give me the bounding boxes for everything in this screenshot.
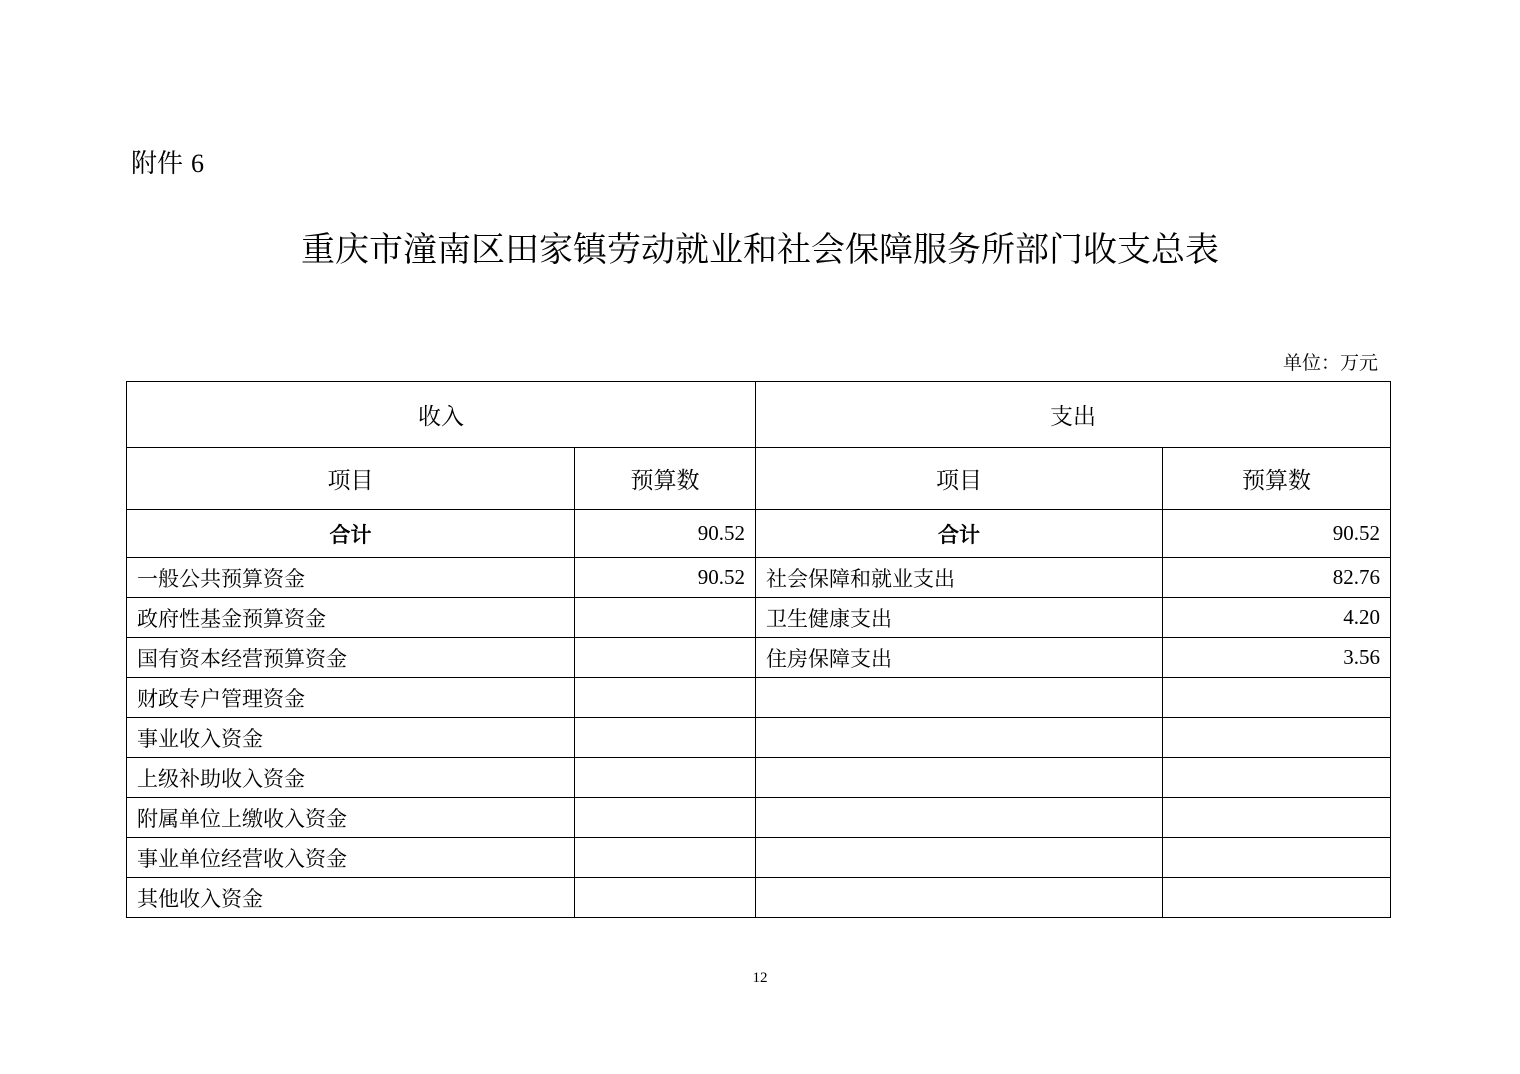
table-row — [127, 798, 1391, 838]
expense-amount-cell — [1163, 758, 1391, 798]
income-amount-cell — [575, 598, 756, 638]
document-title: 重庆市潼南区田家镇劳动就业和社会保障服务所部门收支总表 — [301, 230, 1219, 270]
section-header-row — [127, 382, 1391, 448]
expense-amount-cell: 82.76 — [1163, 558, 1391, 598]
income-amount-cell — [575, 838, 756, 878]
income-total-amount: 90.52 — [575, 510, 756, 558]
income-expense-table — [126, 381, 1391, 918]
table-row — [127, 638, 1391, 678]
expense-total-label: 合计 — [756, 510, 1163, 558]
expense-amount-cell: 4.20 — [1163, 598, 1391, 638]
page-number: 12 — [752, 970, 768, 986]
expense-amount-cell — [1163, 878, 1391, 918]
attachment-text: 附件 — [131, 149, 184, 179]
income-item-cell: 事业单位经营收入资金 — [127, 838, 575, 878]
expense-item-cell — [756, 678, 1163, 718]
expense-item-header: 项目 — [756, 448, 1163, 510]
income-amount-cell — [575, 878, 756, 918]
income-item-cell: 一般公共预算资金 — [127, 558, 575, 598]
income-amount-cell — [575, 638, 756, 678]
table-row — [127, 758, 1391, 798]
expense-section-header: 支出 — [756, 382, 1391, 448]
table-row — [127, 838, 1391, 878]
expense-item-cell: 住房保障支出 — [756, 638, 1163, 678]
total-row — [127, 510, 1391, 558]
expense-item-cell — [756, 798, 1163, 838]
unit-label: 单位：万元 — [1282, 352, 1378, 374]
expense-item-cell — [756, 838, 1163, 878]
table-row — [127, 678, 1391, 718]
income-item-cell: 财政专户管理资金 — [127, 678, 575, 718]
expense-amount-cell — [1163, 678, 1391, 718]
income-item-cell: 上级补助收入资金 — [127, 758, 575, 798]
income-amount-cell — [575, 678, 756, 718]
income-total-label: 合计 — [127, 510, 575, 558]
income-amount-cell — [575, 718, 756, 758]
expense-amount-cell — [1163, 718, 1391, 758]
attachment-number: 6 — [191, 149, 205, 178]
attachment-label — [131, 146, 204, 182]
income-item-cell: 其他收入资金 — [127, 878, 575, 918]
expense-item-cell: 卫生健康支出 — [756, 598, 1163, 638]
income-item-cell: 事业收入资金 — [127, 718, 575, 758]
table-row — [127, 598, 1391, 638]
income-item-cell: 国有资本经营预算资金 — [127, 638, 575, 678]
expense-amount-header: 预算数 — [1163, 448, 1391, 510]
column-header-row — [127, 448, 1391, 510]
expense-item-cell — [756, 758, 1163, 798]
income-amount-cell: 90.52 — [575, 558, 756, 598]
expense-amount-cell — [1163, 838, 1391, 878]
income-amount-cell — [575, 758, 756, 798]
expense-amount-cell: 3.56 — [1163, 638, 1391, 678]
expense-amount-cell — [1163, 798, 1391, 838]
income-item-cell: 政府性基金预算资金 — [127, 598, 575, 638]
expense-item-cell — [756, 718, 1163, 758]
income-amount-header: 预算数 — [575, 448, 756, 510]
income-section-header: 收入 — [127, 382, 756, 448]
income-item-header: 项目 — [127, 448, 575, 510]
income-item-cell: 附属单位上缴收入资金 — [127, 798, 575, 838]
expense-total-amount: 90.52 — [1163, 510, 1391, 558]
table-row — [127, 878, 1391, 918]
expense-item-cell — [756, 878, 1163, 918]
income-amount-cell — [575, 798, 756, 838]
expense-item-cell: 社会保障和就业支出 — [756, 558, 1163, 598]
table-row — [127, 718, 1391, 758]
table-row — [127, 558, 1391, 598]
